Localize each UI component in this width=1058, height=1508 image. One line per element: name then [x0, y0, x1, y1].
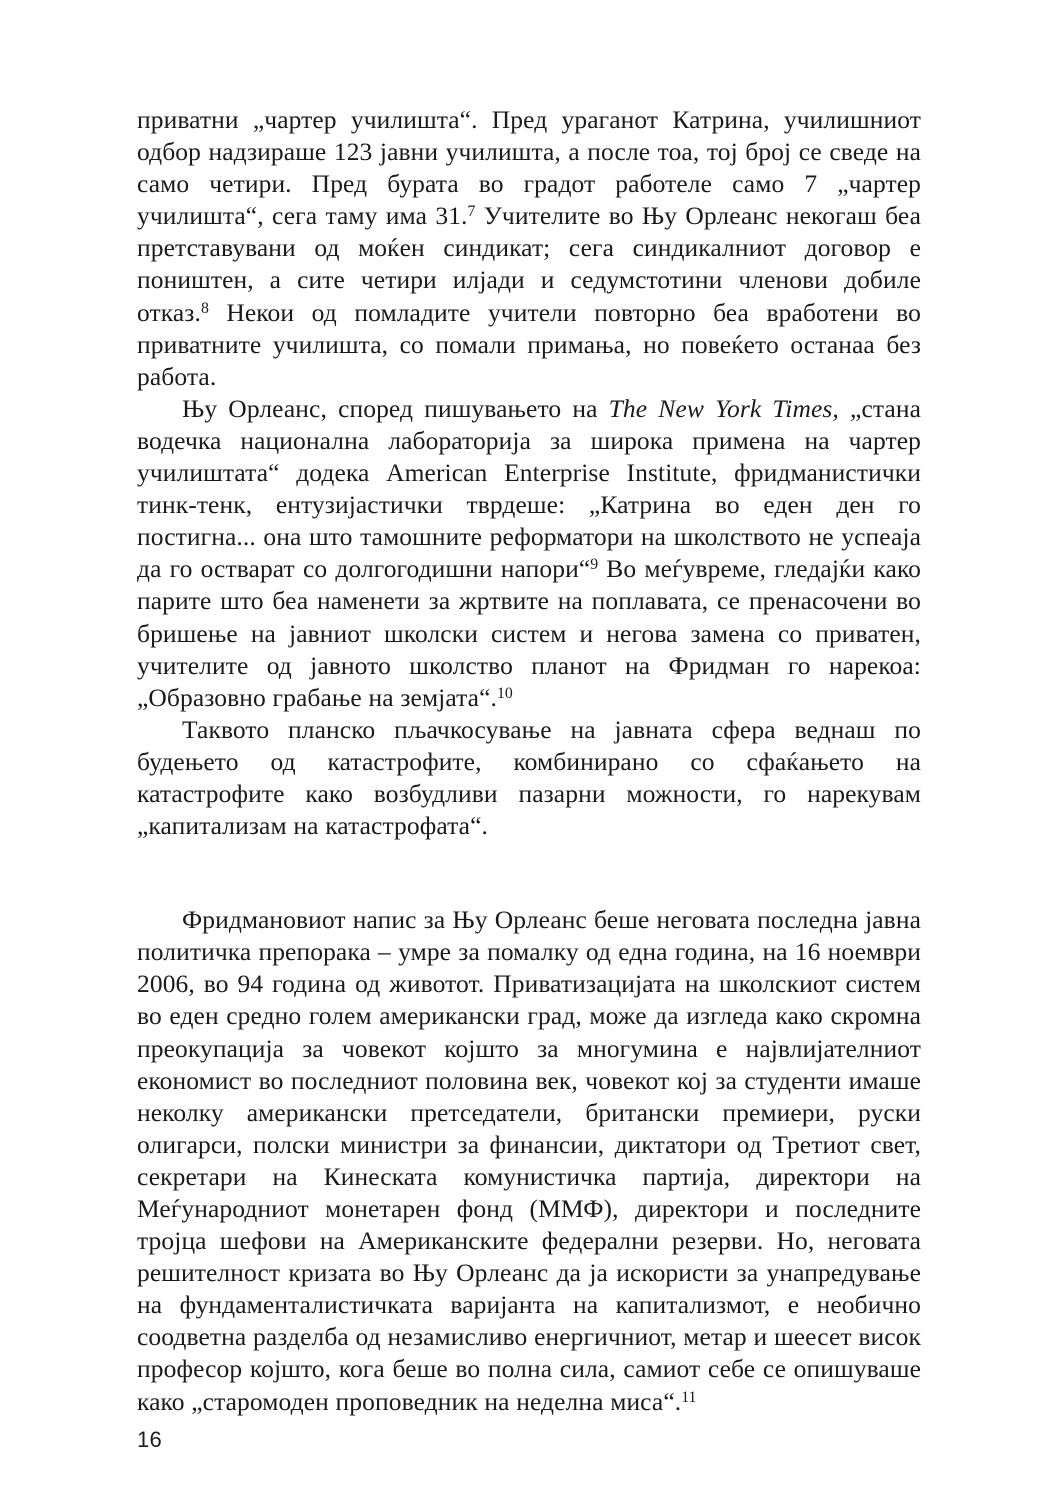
footnote-marker: 9 [590, 556, 599, 574]
footnote-marker: 10 [497, 684, 513, 702]
footnote-marker: 11 [681, 1388, 697, 1406]
paragraph: приватни „чартер училишта“. Пред ураганот Катрина, училишниот одбор надзираше 123 јавни училишта, а после тоа, тој број се сведе на само четири. Пред бурата во градот работеле само 7 „чартер училишта“, сега таму има 31.$^7$ Учителите во Њу Орлеанс некогаш беа претставувани од моќен синдикат; сега синдикалниот договор е поништен, а сите четири илјади и седумстотини членови добиле отказ.$^8$ Некои од помладите учители повторно беа вработени во приватните училишта, со помали примања, но повеќето останаа без работа. [137, 105, 922, 391]
section-spacer [137, 842, 921, 904]
text-block-2 [137, 904, 921, 1418]
page-number: 16 [137, 1427, 163, 1452]
paragraph: Фридмановиот напис за Њу Орлеанс беше неговата последна јавна политичка препорака – умре за помалку од една година, на 16 ноември 2006, во 94 година од животот. Приватизацијата на школскиот систем во еден средно голем американски град, може да изгледа како скромна преокупација за човекот којшто за многумина е највлијателниот економист во последниот половина век, човекот кој за студенти имаше неколку американски претседатели, британски премиери, руски олигарси, полски министри за финансии, диктатори од Третиот свет, секретари на Кинеската комунистичка партија, директори на Меѓународниот монетарен фонд (ММФ), директори и последните тројца шефови на Американските федерални резерви. Но, неговата решителност кризата во Њу Орлеанс да ја искористи за унапредување на фундаменталистичката варијанта на капитализмот, е необично соодветна разделба од незамисливо енергичниот, метар и шеесет висок професор којшто, кога беше во полна сила, самиот себе се опишуваше како „старомоден проповедник на неделна миса“.$^{11}$ [137, 905, 921, 1416]
footnote-marker: 8 [200, 299, 209, 317]
body-text-column [137, 104, 921, 1418]
italic-title: The New York Times, [608, 393, 839, 423]
footnote-marker: 7 [467, 203, 476, 221]
paragraph: Таквото планско пљачкосување на јавната сфера веднаш по будењето од катастрофите, комбинирано со сфаќањето на катастрофите како возбудливи пазарни можности, го нарекувам „капитализам на катастрофата“. [137, 714, 921, 841]
paragraph: Њу Орлеанс, според пишувањето на The New York Times, „стана водечка национална лабораторија за широка примена на чартер училиштата“ додека American Enterprise Institute, фридманистички тинк-тенк, ентузијастички тврдеше: „Катрина во еден ден го постигна... она што тамошните реформатори на школството не успеаја да го остварат со долгогодишни напори“$^9$ Во меѓувреме, гледајќи како парите што беа наменети за жртвите на поплавата, се пренасочени во бришење на јавниот школски систем и негова замена со приватен, учителите од јавното школство планот на Фридман го нарекоа: „Образовно грабање на земјата“.$^{10}$ [137, 393, 922, 712]
text-block-1 [137, 104, 921, 842]
